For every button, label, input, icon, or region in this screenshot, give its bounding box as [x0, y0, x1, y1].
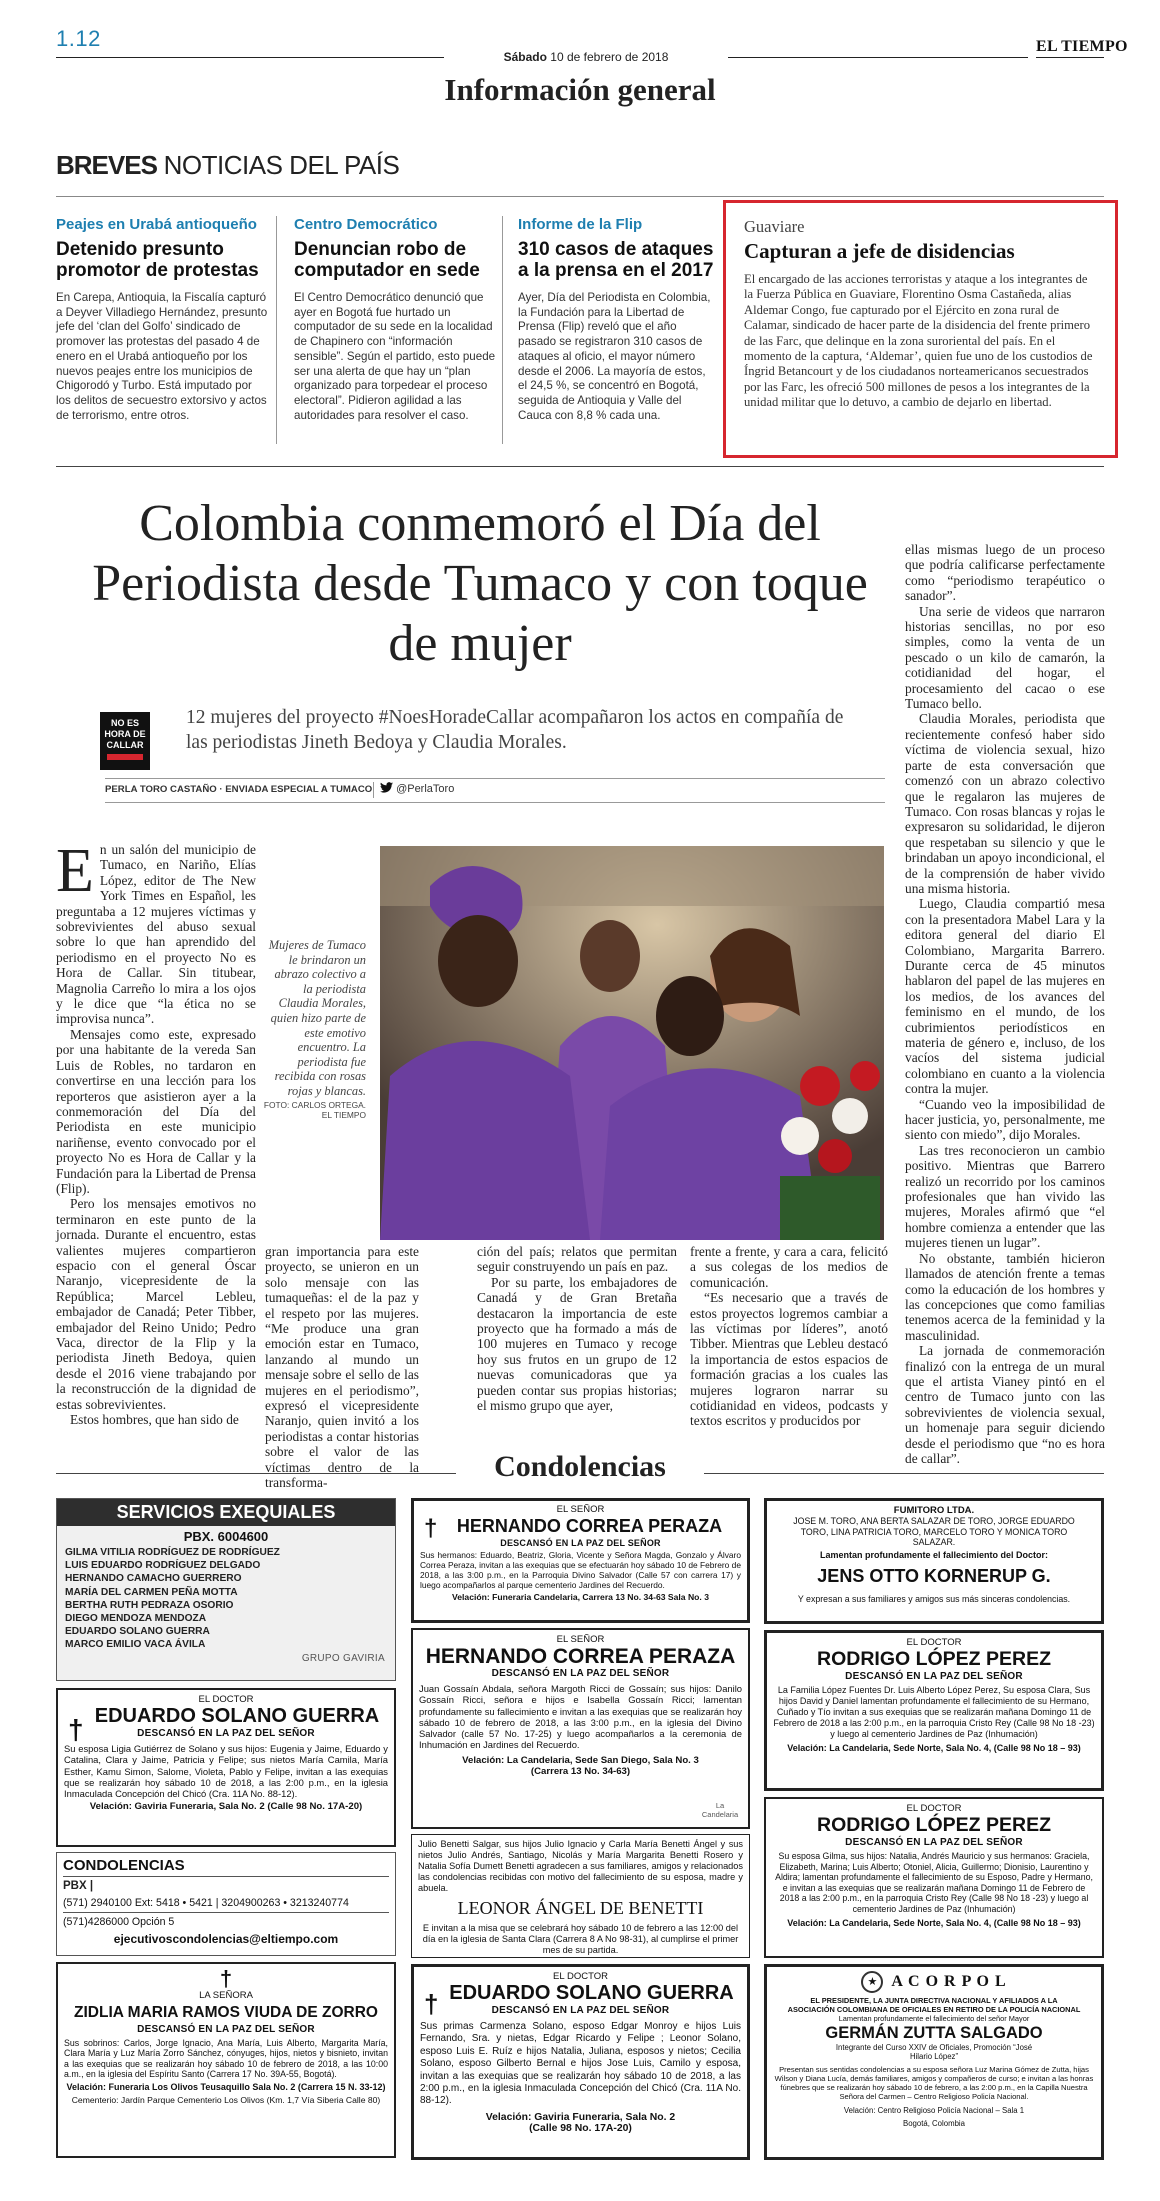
notice-sub: DESCANSÓ EN LA PAZ DEL SEÑOR	[137, 1728, 315, 1739]
paragraph: Mensajes como este, expresado por una habitante de la vereda San Luis de Robles, no tardaron en convertirse en una lección para los reporteros que asistieron ayer a la conmemoración del Día del Periodista en este municipio nariñense, evento convocado por el proyecto No es Hora de Callar y la Fundación para la Libertad de Prensa (Flip).	[56, 1026, 256, 1196]
notice-solano-left	[56, 1688, 396, 1847]
candelaria-logo: La Candelaria	[701, 1801, 739, 1819]
paragraph: gran importancia para este proyecto, se unieron en un solo mensaje con las tumaqueñas: el de la paz y el respeto por las mujeres. “Me produce una gran emoción estar en Tumaco, lanzando al mundo un mensaje sobre el sello de las mujeres en el periodismo”, expresó el vicepresidente Naranjo, quien invitó a los periodistas a contar historias sobre el valor de las víctimas dentro de la transforma-	[265, 1244, 419, 1491]
twitter-handle	[380, 782, 454, 795]
brief-2	[294, 216, 502, 423]
servicios-pbx: PBX. 6004600	[183, 1529, 269, 1544]
brief-divider	[276, 216, 277, 444]
notice-pre: EL DOCTOR	[906, 1637, 962, 1648]
brief-category: Guaviare	[744, 217, 805, 236]
brief-category: Centro Democrático	[294, 216, 438, 233]
notice-pre: A C O R P O L	[891, 1973, 1007, 1990]
paragraph: “Cuando veo la imposibilidad de hacer justicia, yo, personalmente, me siento con miedo”, dijo Morales.	[905, 1096, 1105, 1143]
paragraph: ción del país; relatos que permitan seguir construyendo un país en paz.	[477, 1244, 677, 1275]
emblem-star-icon: ★	[867, 1976, 878, 1988]
notice-velacion: Velación: La Candelaria, Sede Norte, Sala No. 4, (Calle 98 No 18 – 93)	[787, 1917, 1081, 1928]
notice-velacion: Velación: La Candelaria, Sede San Diego, Sala No. 3 (Carrera 13 No. 34-63)	[462, 1754, 699, 1778]
brief-divider	[502, 216, 503, 444]
notice-name: GERMÁN ZUTTA SALGADO	[825, 2024, 1043, 2042]
brief-title: Capturan a jefe de disidencias	[744, 239, 1015, 263]
notice-sub: DESCANSÓ EN LA PAZ DEL SEÑOR	[845, 1671, 1023, 1682]
paragraph: Por su parte, los embajadores de Canadá y de Gran Bretaña destacaron la importancia de este proyecto que ha formado a más de 100 mujeres en Tumaco y recoge hoy sus frutos en un grupo de 12 nuevas comunicadoras que ya pueden contar sus propias historias; el mismo grupo que ayer,	[477, 1274, 677, 1414]
paragraph: Pero los mensajes emotivos no terminaron en este punto de la jornada. Durante el encuentro, estas valientes mujeres compartieron espacio con el general Óscar Naranjo, vicepresidente de la República; Marcel Lebleu, embajador de Canadá; Peter Tibber, embajador del Reino Unido; Pedro Vaca, director de la Flip y la periodista Jineth Bedoya, quien desde el 2016 viene trabajando por la reconstrucción de la dignidad de estas sobrevivientes.	[56, 1196, 256, 1412]
notice-name: RODRIGO LÓPEZ PEREZ	[816, 1648, 1052, 1670]
list-item: HERNANDO CAMACHO GUERRERO	[65, 1573, 242, 1585]
brand-logo: EL TIEMPO	[1036, 38, 1128, 55]
notice-sub: DESCANSÓ EN LA PAZ DEL SEÑOR	[845, 1837, 1023, 1848]
breves-rule	[56, 196, 1104, 197]
article-col-3	[477, 1244, 677, 1413]
section-title: Información general	[444, 72, 716, 107]
byline	[105, 784, 372, 795]
cross-icon: †	[68, 1714, 84, 1745]
photo-caption	[262, 938, 366, 1121]
paragraph: La jornada de conmemoración finalizó con la entrega de un mural que el artista Vianey pintó en el centro de Tumaco junto con las sobrevivientes de violencia sexual, un homenaje para seguir diciendo desde el periodismo que “no es hora de callar”.	[905, 1343, 1105, 1466]
notice-benetti	[411, 1834, 750, 1958]
contact-pbx: PBX |	[63, 1880, 94, 1892]
cross-icon: †	[424, 1989, 439, 2019]
notice-acorpol	[764, 1964, 1104, 2160]
byline-rule-top	[105, 778, 885, 779]
notice-name: LEONOR ÁNGEL DE BENETTI	[457, 1898, 704, 1918]
brief-title: Detenido presunto promotor de protestas	[56, 239, 259, 281]
breves-label	[56, 150, 399, 181]
paragraph: Una serie de videos que narraron historias sencillas, no por eso simples, como la venta de un pescado o un kilo de camarón, la cotidianidad del hogar, el procesamiento del cacao o ese Tumaco bello.	[905, 603, 1105, 712]
contact-phone-2: (571)4286000 Opción 5	[63, 1916, 175, 1928]
paragraph: No obstante, también hicieron llamados de atención frente a temas como la educación de los hombres y las concepciones que como familias tenemos acerca de la feminidad y la masculinidad.	[905, 1250, 1105, 1343]
notice-sub: DESCANSÓ EN LA PAZ DEL SEÑOR	[137, 2024, 315, 2035]
servicios-title: SERVICIOS EXEQUIALES	[57, 1499, 395, 1526]
brief-category: Peajes en Urabá antioqueño	[56, 216, 257, 233]
notice-pre: EL DOCTOR	[553, 1971, 608, 1982]
brief-title: Denuncian robo de computador en sede	[294, 239, 480, 281]
contact-email[interactable]: ejecutivoscondolencias@eltiempo.com	[113, 1932, 339, 1946]
notice-pre: EL DOCTOR	[906, 1803, 962, 1814]
list-item: MARÍA DEL CARMEN PEÑA MOTTA	[65, 1586, 238, 1598]
twitter-text: @PerlaToro	[396, 783, 455, 795]
cross-icon: †	[219, 1966, 233, 1991]
notice-city: Bogotá, Colombia	[903, 2118, 965, 2128]
contact-title: CONDOLENCIAS	[63, 1857, 389, 1877]
notice-velacion: E invitan a la misa que se celebrará hoy sábado 10 de febrero a las 12:00 del día en la iglesia de Santa Clara (Carrera 8 A No 98-31), al cumplirse el primer mes de su partida.	[422, 1923, 739, 1955]
notice-lopez-1	[764, 1630, 1104, 1791]
article-col-2	[265, 1244, 419, 1491]
notice-text: Su esposa Ligia Gutiérrez de Solano y sus hijos: Eugenia y Jaime, Eduardo y Catalina, Clara y Jaime, Patricia y Felipe; sus nietos María Camila, María Esther, Kamu Simon, Salome, Violeta, Pablo y Felipe, invitan a las exequias que se realizarán hoy sábado 10 de 2018, a las 2:00 p.m., en la iglesia Inmaculada Concepción del Chicó (Cra. 11A No. 88-12).	[64, 1743, 388, 1800]
notice-text: Su esposa Gilma, sus hijos: Natalia, Andrés Mauricio y sus hermanos: Graciela, Elizabeth, Marina; Luis Alberto; Otoniel, Alicia, Guillermo; Dionisio, Laurentino y Aldira; lamentan profundamente el fallecimiento de su Esposo, Padre y Hermano, e invitan a las exequias que se realizarán mañana Domingo 11 de Febrero de 2018 a las 2:00 p.m., en la parroquia Cristo Rey (Calle 98 No 18 -23) y luego al cementerio Jardines de Paz (Inhumación)	[775, 1851, 1093, 1914]
list-item: LUIS EDUARDO RODRÍGUEZ DELGADO	[65, 1560, 261, 1572]
masthead-date	[456, 50, 716, 64]
notice-name: HERNANDO CORREA PERAZA	[425, 1645, 736, 1668]
notice-sub: DESCANSÓ EN LA PAZ DEL SEÑOR	[491, 1668, 670, 1679]
notice-text: Sus sobrinos: Carlos, Jorge Ignacio, Ana María, Luis Alberto, Margarita María, Clara María y Luz María Zorro Sánchez, cónyuges, hijos, nietos y bisnieto, invitan a las exequias que se realizarán hoy sábado 10 de febrero de 2018, a las 10:00 a.m., en la iglesia del Espíritu Santo (Carrera 17 No. 39A-55, Bogotá).	[64, 2038, 388, 2080]
condolencias-rule-left	[56, 1473, 456, 1474]
notice-text: Presentan sus sentidas condolencias a su esposa señora Luz Marina Gómez de Zutta, hijas Wilson y Diana Lucía, demás familiares, amigos y compañeros de curso; e invitan a las honras fúnebres que se realizarán hoy sábado 10 de febrero, a las 2:00 p.m., en la Capilla Nuestra Señora del Carmen – Centro Religioso Policía Nacional.	[774, 2064, 1094, 2102]
masthead-rule-right	[728, 57, 1028, 58]
notice-sub: Integrante del Curso XXIV de Oficiales, Promoción “José Hilario López”	[835, 2043, 1033, 2062]
notice-lament: Lamentan profundamente el fallecimiento del señor Mayor	[838, 2014, 1030, 2023]
notice-name: ZIDLIA MARIA RAMOS VIUDA DE ZORRO	[74, 2004, 378, 2021]
notice-fumitoro	[764, 1498, 1104, 1624]
list-item: DIEGO MENDOZA MENDOZA	[65, 1613, 207, 1625]
notice-velacion: Velación: Centro Religioso Policía Nacional – Sala 1	[843, 2105, 1025, 2115]
photo-illustration	[380, 846, 884, 1240]
list-item: GILMA VITILIA RODRÍGUEZ DE RODRÍGUEZ	[65, 1547, 280, 1558]
acorpol-header	[767, 1971, 1101, 1993]
notice-name: HERNANDO CORREA PERAZA	[456, 1516, 723, 1536]
masthead-rule-left	[56, 57, 444, 58]
notice-cementerio: Cementerio: Jardín Parque Cementerio Los Olivos (Km. 1,7 Vía Siberia Calle 80)	[71, 2095, 381, 2106]
notice-zorro	[56, 1962, 396, 2158]
notice-pre: FUMITORO LTDA.	[893, 1505, 975, 1516]
notice-velacion: Velación: Funeraria Los Olivos Teusaquillo Sala No. 2 (Carrera 15 N. 33-12)	[66, 2081, 386, 2092]
brief-body: Ayer, Día del Periodista en Colombia, la Fundación para la Libertad de Prensa (Flip) reveló que el año pasado se registraron 310 casos de ataques al oficio, el mayor número desde el 2006. La mayoría de estos, el 24,5 %, se concentró en Bogotá, seguida de Antioquia y Valle del Cauca con 8,8 % cada una.	[518, 291, 711, 422]
notice-velacion: Velación: Funeraria Candelaria, Carrera 13 No. 34-63 Sala No. 3	[452, 1592, 709, 1602]
contact-box	[56, 1852, 396, 1956]
article-col-5	[905, 542, 1105, 1466]
byline-author: PERLA TORO CASTAÑO · ENVIADA ESPECIAL A TUMACO	[105, 784, 373, 795]
article-photo	[380, 846, 884, 1240]
gaviria-logo: GRUPO GAVIRIA	[301, 1653, 385, 1664]
brief-body: El Centro Democrático denunció que ayer en Bogotá fue hurtado un computador de su sede en la localidad de Chapinero con “información sensible”. Según el partido, esto puede ser una alerta de que hay un “plan organizado para torpedear el proceso electoral”. Pidieron agilidad a las autoridades para resolver el caso.	[294, 291, 496, 422]
project-logo-bar	[107, 754, 143, 760]
article-headline: Colombia conmemoró el Día del Periodista desde Tumaco y con toque de mujer	[92, 495, 868, 672]
paragraph: ellas mismas luego de un proceso que podría calificarse perfectamente como “periodismo terapéutico o sanador”.	[905, 542, 1105, 604]
brand-underline	[1036, 57, 1104, 58]
paragraph: Estos hombres, que han sido de	[70, 1412, 239, 1428]
notice-correa-1	[411, 1498, 750, 1623]
notice-text: Julio Benetti Salgar, sus hijos Julio Ignacio y Carla María Benetti Ángel y sus nietos Julio Andrés, Santiago, Nicolás y María Margarita Benetti Rosero y Natalia Sofía Dumett Benetti agradecen a sus familiares, amigos y relacionados las condolencias recibidas con motivo del fallecimiento de su esposa, madre y abuela.	[418, 1839, 743, 1893]
dropcap: E	[56, 837, 94, 905]
notice-pre: EL DOCTOR	[198, 1694, 254, 1705]
breves-bottom-rule	[56, 466, 1104, 467]
condolencias-rule-right	[704, 1473, 1104, 1474]
byline-rule-bottom	[105, 802, 885, 803]
list-item: MARCO EMILIO VACA ÁVILA	[65, 1639, 206, 1651]
list-item: BERTHA RUTH PEDRAZA OSORIO	[65, 1599, 234, 1611]
notice-velacion: Velación: La Candelaria, Sede Norte, Sala No. 4, (Calle 98 No 18 – 93)	[787, 1743, 1081, 1753]
list-item: EDUARDO SOLANO GUERRA	[65, 1626, 210, 1638]
caption-text: Mujeres de Tumaco le brindaron un abrazo colectivo a la periodista Claudia Morales, quien hizo parte de este emotivo encuentro. La periodista fue recibida con rosas rojas y blancas.	[268, 938, 366, 1098]
notice-pre: EL SEÑOR	[556, 1504, 605, 1515]
paragraph: Las tres reconocieron un cambio positivo. Mientras que Barrero realizó un recorrido por los caminos profesionales que han vivido las mujeres, Morales afirmó que “el hombre comienza a entender que las mujeres tienen un lugar”.	[905, 1142, 1105, 1251]
notice-velacion: Velación: Gaviria Funeraria, Sala No. 2 (Calle 98 No. 17A-20)	[89, 1801, 363, 1813]
brief-1	[56, 216, 268, 423]
page-number: 1.12	[56, 26, 101, 51]
servicios-box	[56, 1498, 396, 1681]
notice-solano-center	[411, 1964, 750, 2160]
cross-icon: †	[424, 1515, 438, 1542]
date-day: Sábado	[503, 50, 547, 64]
paragraph: “Es necesario que a través de estos proyectos logremos cambiar a las víctimas por líderes”, anotó Tibber. Mientras que Lebleu destacó la importancia de estos espacios de formación gracias a los cuales las mujeres lograron narrar su cotidianidad en videos, podcasts y textos escritos y producidos por	[690, 1290, 888, 1429]
notice-text: Sus hermanos: Eduardo, Beatriz, Gloria, Vicente y Señora Magda, Gonzalo y Álvaro Correa Peraza, invitan a las exequias que se efectuarán hoy sábado 10 de Febrero de 2018, a las 3:00 p.m., en la Parroquia Divino Salvador (Calle 57 con carrera 17) y luego acompañarlos al parque cementerio Jardines del Recuerdo.	[420, 1550, 741, 1590]
condolencias-title: Condolencias	[494, 1450, 666, 1483]
breves-bold: BREVES	[56, 150, 157, 180]
breves-rest: NOTICIAS DEL PAÍS	[163, 150, 400, 180]
notice-name: EDUARDO SOLANO GUERRA	[94, 1705, 380, 1727]
twitter-icon	[380, 782, 393, 793]
notice-pre: LA SEÑORA	[199, 1990, 253, 2001]
notice-lament: Lamentan profundamente el fallecimiento del Doctor:	[819, 1549, 1049, 1560]
project-logo-text: NO ES HORA DE CALLAR	[104, 718, 146, 750]
notice-sub: DESCANSÓ EN LA PAZ DEL SEÑOR	[500, 1538, 661, 1548]
contact-phones: (571) 2940100 Ext: 5418 • 5421 | 3204900263 • 3213240774	[63, 1897, 389, 1913]
brief-highlight-box	[723, 200, 1118, 458]
article-col-4	[690, 1244, 888, 1429]
notice-text: Juan Gossaín Abdala, señora Margoth Ricci de Gossaín; sus hijos: Danilo Gossaín Ricci, señora e hijos e Isabella Gossaín Ricci; lamentan profundamente su fallecimiento e invitan a las exequias que se realizarán hoy sábado 10 de febrero de 2018, a las 3:00 p.m., en la iglesia del Divino Salvador (calle 57 No. 17-25) y luego acompañarlos a la ceremonia de Inhumación en Jardines del Recuerdo.	[419, 1683, 742, 1751]
notice-closing: Y expresan a sus familiares y amigos sus más sinceras condolencias.	[797, 1593, 1071, 1604]
notice-intro: EL PRESIDENTE, LA JUNTA DIRECTIVA NACIONAL Y AFILIADOS A LA ASOCIACIÓN COLOMBIANA DE OFICIALES EN RETIRO DE LA POLICÍA NACIONAL	[787, 1996, 1081, 2014]
notice-lopez-2	[764, 1797, 1104, 1958]
date-rest: 10 de febrero de 2018	[546, 50, 669, 64]
notice-name: RODRIGO LÓPEZ PEREZ	[816, 1814, 1052, 1836]
notice-name: JENS OTTO KORNERUP G.	[817, 1565, 1051, 1586]
article-deck: 12 mujeres del proyecto #NoesHoradeCallar acompañaron los actos en compañía de las periodistas Jineth Bedoya y Claudia Morales.	[186, 707, 844, 753]
notice-name: EDUARDO SOLANO GUERRA	[449, 1982, 734, 2004]
brief-3	[518, 216, 714, 423]
paragraph: Luego, Claudia compartió mesa con la presentadora Mabel Lara y la editora general del diario El Colombiano, Margarita Barrero. Durante cerca de 45 minutos hablaron del papel de las mujeres en los medios, de los avances del feminismo en el mundo, de los cubrimientos periodísticos en materia de género e, incluso, de los vacíos del sistema judicial colombiano en cuanto a la violencia contra la mujer.	[905, 896, 1105, 1097]
notice-people: JOSE M. TORO, ANA BERTA SALAZAR DE TORO, JORGE EDUARDO TORO, LINA PATRICIA TORO, MARCELO TORO Y MONICA TORO SALAZAR.	[793, 1516, 1075, 1547]
notice-velacion: Velación: Gaviria Funeraria, Sala No. 2 (Calle 98 No. 17A-20)	[485, 2111, 676, 2135]
project-logo	[100, 712, 150, 770]
acorpol-emblem-icon	[861, 1971, 883, 1993]
brief-body: En Carepa, Antioquia, la Fiscalía capturó a Deyver Villadiego Hernández, presunto jefe del ‘clan del Golfo’ sindicado de promover las protestas del pasado 4 de enero en el Urabá antioqueño por los nuevos peajes entre los municipios de Chigorodó y Turbo. Está imputado por los delitos de secuestro extorsivo y actos de terrorismo, entre otros.	[56, 291, 268, 422]
paragraph: frente a frente, y cara a cara, felicitó a sus colegas de los medios de comunicación.	[690, 1244, 888, 1290]
brief-category: Informe de la Flip	[518, 216, 643, 233]
notice-text: Sus primas Carmenza Solano, esposo Edgar Monroy e hijos Luis Fernando, Sra. y nietas, Edgar Ricardo y Felipe ; Leonor Solano, esposo Luis E. Ruíz e hijos Natalia, Juliana, esposos y nietos; Cecilia Solano, esposo Gilberto Bernal e hijos Jose Luis, Camilo y esposa, invitan a las exequias que se realizarán hoy sábado 10 de 2018, a las 2:00 p.m., en la iglesia Inmaculada Concepción del Chicó (Cra. 11A No. 88-12).	[420, 2021, 741, 2107]
notice-sub: DESCANSÓ EN LA PAZ DEL SEÑOR	[491, 2005, 670, 2016]
servicios-list	[57, 1544, 395, 1654]
notice-correa-2	[411, 1628, 750, 1829]
article-col-1	[56, 837, 256, 1428]
brief-body: El encargado de las acciones terroristas y ataque a los integrantes de la Fuerza Pública en Guaviare, Florentino Osma Castañeda, alias Aldemar Congo, fue capturado por el Ejército en zona rural de Calamar, sindicado de hacer parte de la disidencia del frente primero de las Farc, que delinque en la zona suroriental del país. En el momento de la captura, ‘Aldemar’, quien fue uno de los custodios de Íngrid Betancourt y de los ciudadanos norteamericanos secuestrados por las Farc, les ofreció 500 millones de pesos a los integrantes de la unidad militar que lo detuvo, a cambio de dejarlo en libertad.	[744, 272, 1093, 410]
notice-pre: EL SEÑOR	[556, 1634, 605, 1645]
paragraph: Claudia Morales, periodista que recientemente confesó haber sido víctima de violencia sexual, hizo parte de esta conversación que comenzó con un abrazo colectivo que le regalaron las mujeres de Tumaco. Con rosas blancas y rojas le expresaron su solidaridad, le dijeron que respetaban su silencio y que le brindaban un apoyo incondicional, el de la comprensión de haber vivido una misma historia.	[905, 711, 1105, 896]
byline-divider	[373, 782, 374, 798]
notice-text: La Familia López Fuentes Dr. Luis Alberto López Perez, Su esposa Clara, Sus hijos David y Daniel lamentan profundamente el fallecimiento de su Hermano, Cuñado y Tío invitan a sus exequias que se realizarán mañana Domingo 11 de Febrero de 2018 a las 2:00 p.m., en la parroquia Cristo Rey (Calle 98 No 18 -23) y luego al cementerio Jardines de Paz (Inhumación)	[773, 1685, 1095, 1739]
photo-credit: FOTO: CARLOS ORTEGA. EL TIEMPO	[263, 1099, 366, 1121]
brief-title: 310 casos de ataques a la prensa en el 2017	[518, 239, 714, 281]
paragraph: n un salón del municipio de Tumaco, en Nariño, Elías López, editor de The New York Times en Español, les preguntaba a 12 mujeres víctimas y sobrevivientes del abuso sexual sobre lo que han aprendido del periodismo en el proyecto No es Hora de Callar. Sin titubear, Magnolia Carreño lo mira a los ojos y le dice que “la ética no se improvisa nunca”.	[56, 842, 256, 1027]
